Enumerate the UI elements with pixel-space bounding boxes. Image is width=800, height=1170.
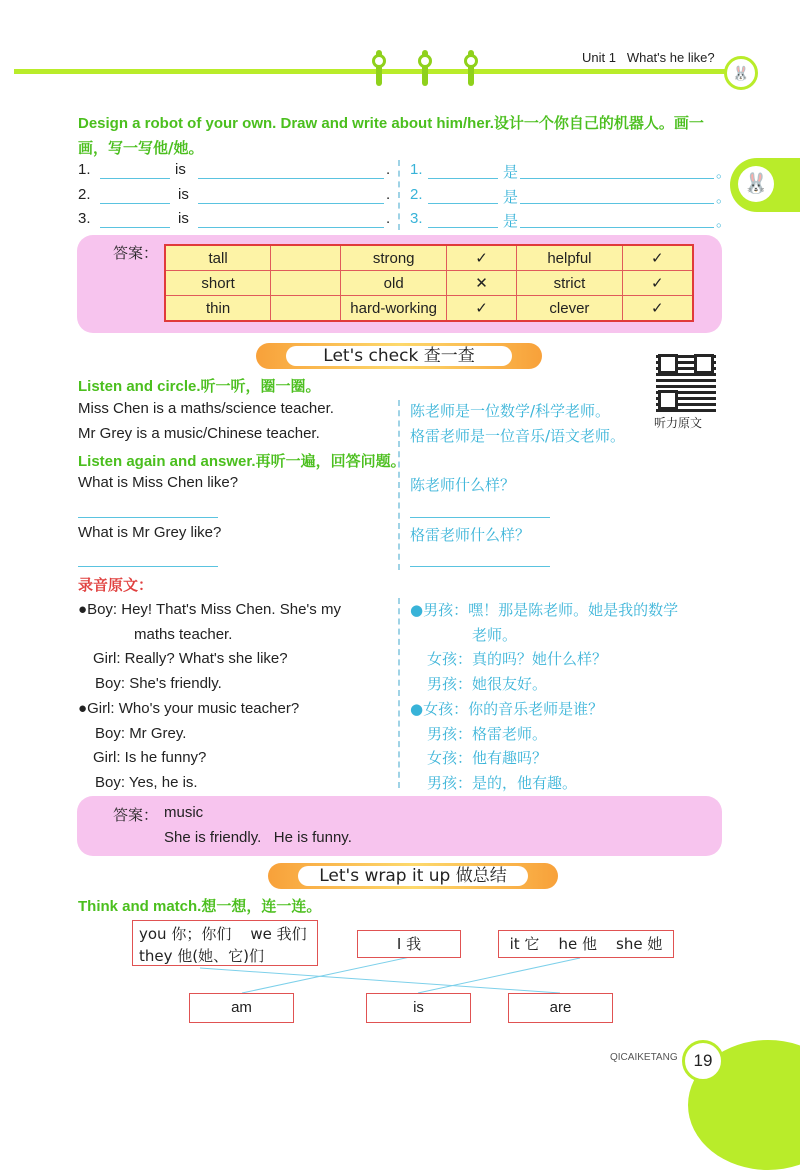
en-dot-2: .: [386, 186, 391, 203]
pronoun-box-singular[interactable]: it 它 he 他 she 她: [498, 930, 674, 958]
cn-word-2: 是: [503, 188, 519, 206]
transcript-line-cn: 男孩：是的，他有趣。: [427, 773, 578, 792]
cn-row-num-1: 1.: [410, 161, 423, 178]
transcript-line-cn: 男孩：她很友好。: [427, 675, 548, 694]
listen-answer-instruction: Listen again and answer.再听一遍，回答问题。: [78, 452, 406, 470]
circle-line-2-cn: 格雷老师是一位音乐/语文老师。: [410, 427, 626, 445]
cn-word-3: 是: [503, 212, 519, 230]
check-icon: ✓: [446, 245, 516, 271]
table-cell: tall: [165, 245, 271, 271]
question-1: What is Miss Chen like?: [78, 474, 239, 491]
en-row-3: 3.: [78, 210, 91, 227]
design-instruction: Design a robot of your own. Draw and write about him/her.设计一个你自己的机器人。画一画，写一写他/她。: [78, 114, 704, 157]
question-2-cn: 格雷老师什么样？: [410, 526, 531, 544]
check-answer-2: She is friendly. He is funny.: [164, 829, 352, 846]
bullet-icon: ●: [410, 601, 424, 619]
unit-title: What's he like?: [626, 50, 715, 65]
check-answer-label: 答案：: [113, 806, 159, 824]
question-2: What is Mr Grey like?: [78, 524, 222, 541]
verb-box-is[interactable]: is: [366, 993, 471, 1023]
check-icon: ✓: [446, 296, 516, 322]
footer-brand: QICAIKETANG: [610, 1052, 678, 1063]
check-icon: ✓: [622, 245, 693, 271]
bullet-icon: ●: [410, 699, 424, 718]
transcript-line-cn: ●女孩：你的音乐老师是谁？: [410, 699, 604, 718]
table-cell: old: [341, 271, 446, 296]
en-dot-1: .: [386, 161, 391, 178]
transcript-line: Boy: Mr Grey.: [95, 724, 187, 742]
en-row-2: 2.: [78, 186, 91, 203]
table-cell: hard-working: [341, 296, 446, 322]
en-word-1: is: [175, 161, 186, 178]
page-number-badge: [682, 1040, 724, 1082]
qr-label: 听力原文: [654, 416, 703, 430]
transcript-label: 录音原文：: [78, 576, 154, 594]
pronoun-box-i[interactable]: I 我: [357, 930, 461, 958]
unit-label: Unit 1: [582, 50, 616, 65]
cn-dot-3: 。: [716, 213, 732, 230]
question-1-cn: 陈老师什么样？: [410, 476, 516, 494]
table-cell: helpful: [517, 245, 622, 271]
cn-dot-1: 。: [716, 164, 732, 181]
transcript-line: maths teacher.: [134, 625, 233, 643]
transcript-line: Boy: She's friendly.: [95, 675, 222, 693]
match-line: [418, 958, 580, 993]
circle-line-1: Miss Chen is a maths/science teacher.: [78, 400, 334, 417]
circle-line-2: Mr Grey is a music/Chinese teacher.: [78, 425, 320, 442]
transcript-line: Girl: Really? What's she like?: [93, 650, 288, 668]
transcript-line-cn: 男孩：格雷老师。: [427, 724, 548, 743]
en-word-3: is: [178, 210, 189, 227]
transcript-line: ●Boy: Hey! That's Miss Chen. She's my: [78, 601, 341, 618]
verb-box-am[interactable]: am: [189, 993, 294, 1023]
cn-row-num-3: 3.: [410, 210, 423, 227]
cross-icon: ✕: [446, 271, 516, 296]
en-row-1: 1.: [78, 161, 91, 178]
transcript-line: ●Girl: Who's your music teacher?: [78, 699, 300, 717]
transcript-line-cn: 老师。: [472, 625, 518, 644]
wrap-banner-title: Let's wrap it up 做总结: [298, 866, 528, 886]
check-answer-1: music: [164, 804, 204, 821]
transcript-line: Boy: Yes, he is.: [95, 773, 198, 791]
en-dot-3: .: [386, 210, 391, 227]
circle-line-1-cn: 陈老师是一位数学/科学老师。: [410, 402, 611, 420]
bunny-icon: 🐰: [724, 56, 758, 90]
page-number: 19: [693, 1051, 713, 1070]
pronoun-box-plural[interactable]: you 你；你们 we 我们 they 他(她、它)们: [132, 920, 318, 966]
bunny-tab-icon: 🐰: [738, 166, 774, 202]
listen-circle-instruction: Listen and circle.听一听，圈一圈。: [78, 377, 321, 395]
wrap-instruction: Think and match.想一想，连一连。: [78, 897, 322, 915]
cn-row-num-2: 2.: [410, 186, 423, 203]
check-icon: ✓: [622, 271, 693, 296]
transcript-line-cn: ●男孩：嘿！那是陈老师。她是我的数学: [410, 601, 679, 619]
en-word-2: is: [178, 186, 189, 203]
cn-dot-2: 。: [716, 189, 732, 206]
cn-word-1: 是: [503, 163, 519, 181]
table-cell: clever: [517, 296, 622, 322]
transcript-line: Girl: Is he funny?: [93, 749, 207, 767]
check-icon: ✓: [622, 296, 693, 322]
verb-box-are[interactable]: are: [508, 993, 613, 1023]
table-cell: strict: [517, 271, 622, 296]
table-cell: strong: [341, 245, 446, 271]
bullet-icon: ●: [78, 699, 88, 717]
transcript-line-cn: 女孩：他有趣吗？: [427, 749, 548, 768]
transcript-line-cn: 女孩：真的吗？她什么样？: [427, 650, 608, 669]
match-line: [200, 968, 560, 993]
bullet-icon: ●: [78, 601, 88, 618]
check-banner-title: Let's check 查一查: [286, 346, 512, 366]
table-cell: thin: [165, 296, 271, 322]
design-answer-label: 答案：: [113, 244, 159, 262]
table-cell: short: [165, 271, 271, 296]
